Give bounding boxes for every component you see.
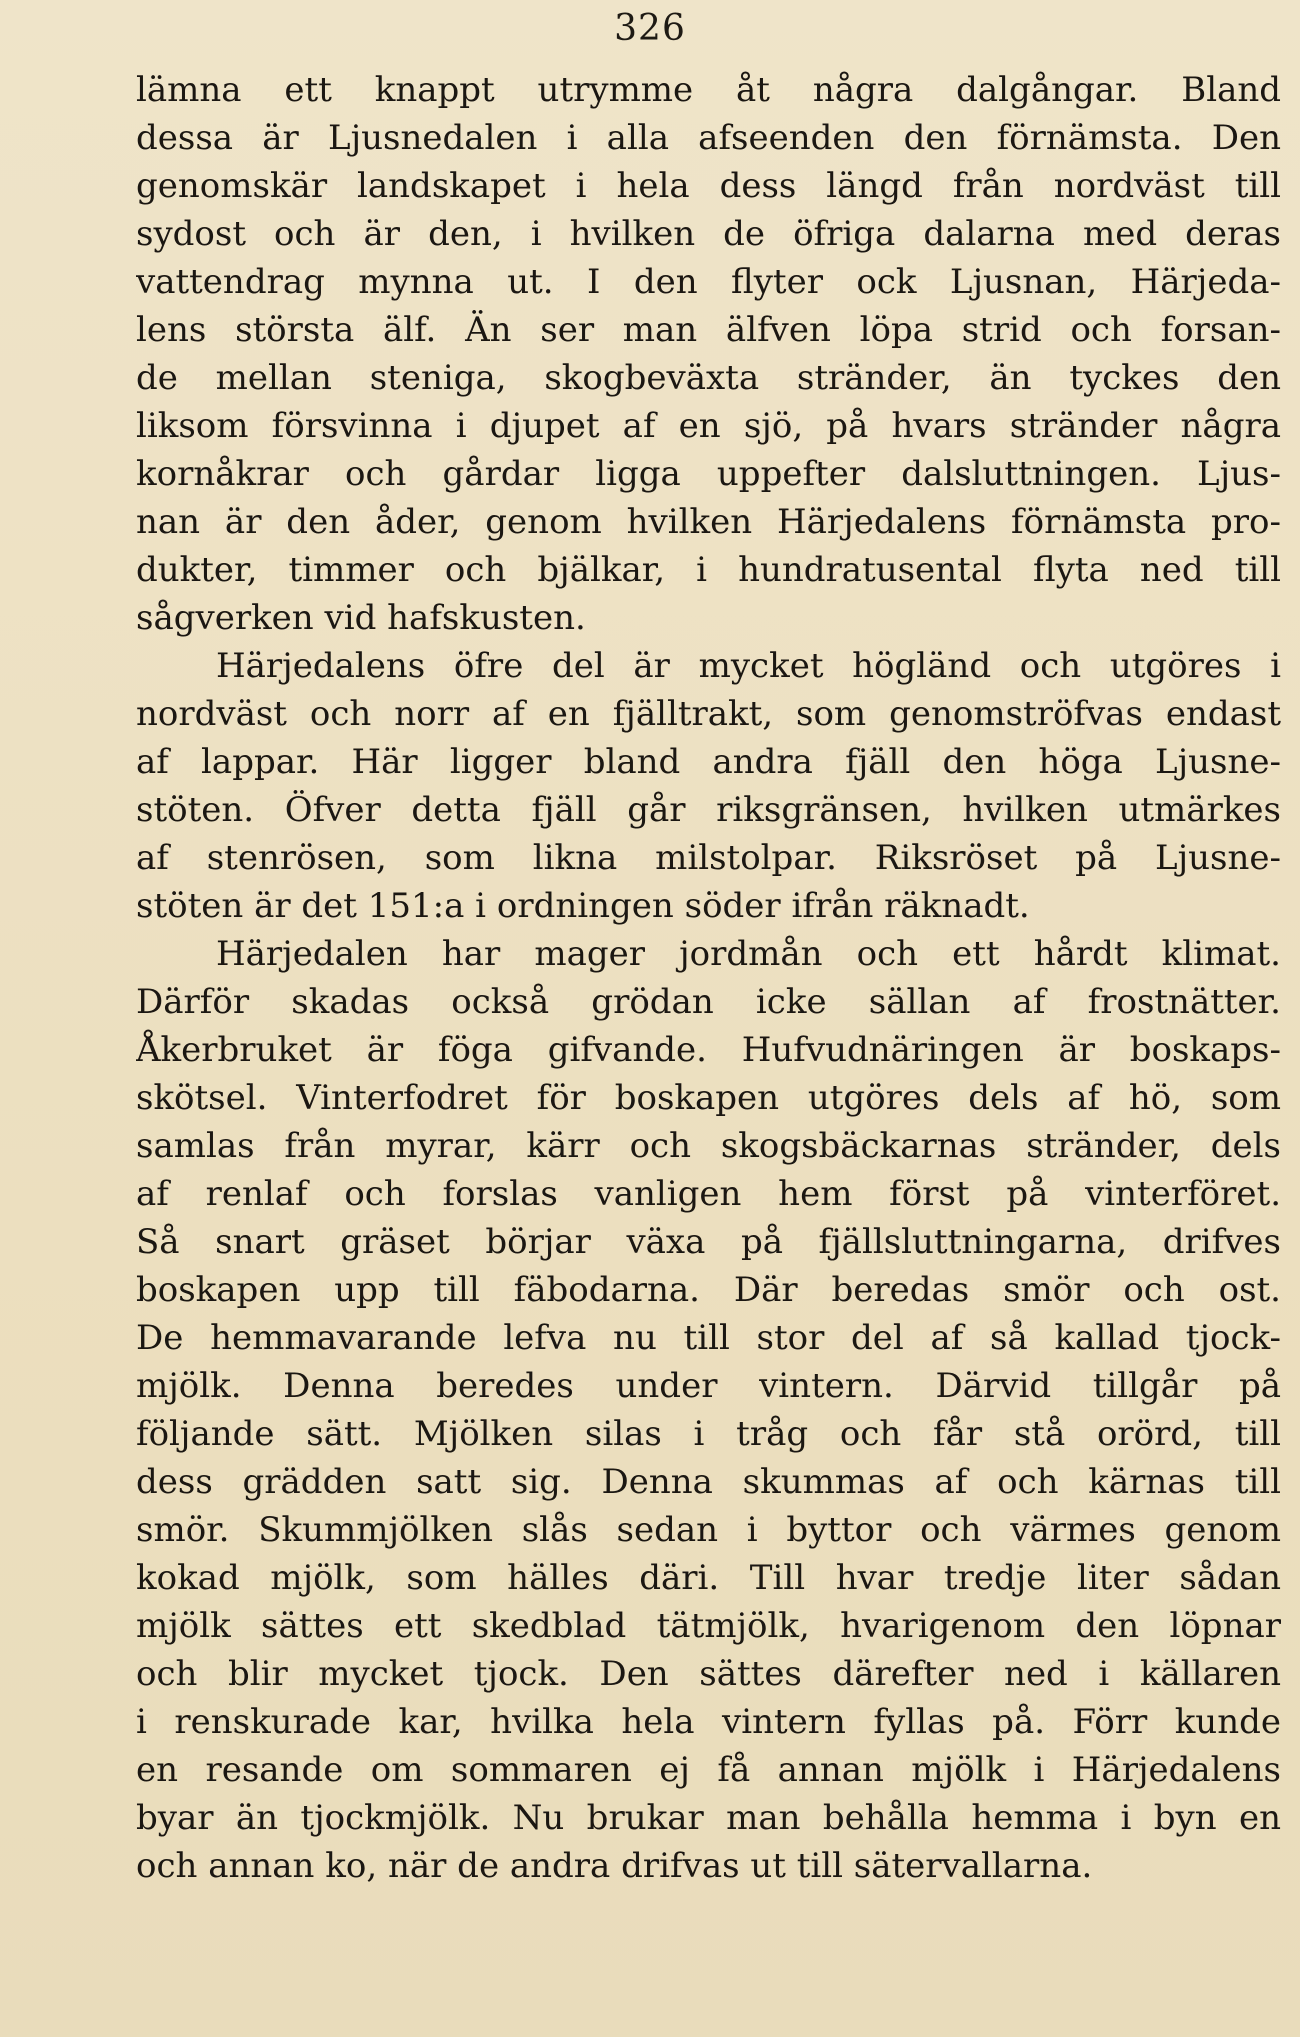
- text-line: boskapen upp till fäbodarna. Där beredas smör och ost.: [136, 1270, 1281, 1310]
- text-line: vattendrag mynna ut. I den flyter ock Ljusnan, Härjeda-: [136, 262, 1281, 302]
- text-line: nan är den åder, genom hvilken Härjedalens förnämsta pro-: [136, 502, 1281, 542]
- text-line: kokad mjölk, som hälles däri. Till hvar tredje liter sådan: [136, 1558, 1281, 1598]
- text-line: de mellan steniga, skogbeväxta stränder, än tyckes den: [136, 358, 1281, 398]
- text-line: kornåkrar och gårdar ligga uppefter dalsluttningen. Ljus-: [136, 454, 1281, 494]
- text-line: De hemmavarande lefva nu till stor del af så kallad tjock-: [136, 1318, 1281, 1358]
- text-line: stöten är det 151:a i ordningen söder ifrån räknadt.: [136, 886, 1030, 926]
- text-line: i renskurade kar, hvilka hela vintern fyllas på. Förr kunde: [136, 1702, 1281, 1742]
- text-line: och annan ko, när de andra drifvas ut till sätervallarna.: [136, 1846, 1093, 1886]
- text-line: liksom försvinna i djupet af en sjö, på hvars stränder några: [136, 406, 1281, 446]
- text-line: mjölk. Denna beredes under vintern. Därvid tillgår på: [136, 1366, 1281, 1406]
- body-text: [136, 66, 1281, 1890]
- text-line: stöten. Öfver detta fjäll går riksgränsen, hvilken utmärkes: [136, 790, 1281, 830]
- text-line: Härjedalen har mager jordmån och ett hårdt klimat.: [216, 934, 1281, 974]
- text-line: sågverken vid hafskusten.: [136, 598, 586, 638]
- text-line: lens största älf. Än ser man älfven löpa strid och forsan-: [136, 310, 1281, 350]
- text-line: följande sätt. Mjölken silas i tråg och får stå orörd, till: [136, 1414, 1281, 1454]
- text-line: en resande om sommaren ej få annan mjölk i Härjedalens: [136, 1750, 1281, 1790]
- text-line: dukter, timmer och bjälkar, i hundratusental flyta ned till: [136, 550, 1281, 590]
- text-line: skötsel. Vinterfodret för boskapen utgöres dels af hö, som: [136, 1078, 1281, 1118]
- text-line: genomskär landskapet i hela dess längd från nordväst till: [136, 166, 1281, 206]
- text-line: mjölk sättes ett skedblad tätmjölk, hvarigenom den löpnar: [136, 1606, 1281, 1646]
- text-line: af lappar. Här ligger bland andra fjäll den höga Ljusne-: [136, 742, 1281, 782]
- text-line: smör. Skummjölken slås sedan i byttor och värmes genom: [136, 1510, 1281, 1550]
- text-line: nordväst och norr af en fjälltrakt, som genomströfvas endast: [136, 694, 1281, 734]
- page-number: 326: [614, 8, 686, 49]
- text-line: byar än tjockmjölk. Nu brukar man behålla hemma i byn en: [136, 1798, 1281, 1838]
- text-line: Åkerbruket är föga gifvande. Hufvudnäringen är boskaps-: [136, 1030, 1281, 1070]
- text-line: Därför skadas också grödan icke sällan af frostnätter.: [136, 982, 1281, 1022]
- text-line: af stenrösen, som likna milstolpar. Riksröset på Ljusne-: [136, 838, 1281, 878]
- text-line: samlas från myrar, kärr och skogsbäckarnas stränder, dels: [136, 1126, 1281, 1166]
- text-line: och blir mycket tjock. Den sättes därefter ned i källaren: [136, 1654, 1281, 1694]
- text-line: Så snart gräset börjar växa på fjällsluttningarna, drifves: [136, 1222, 1281, 1262]
- text-line: Härjedalens öfre del är mycket högländ och utgöres i: [216, 646, 1281, 686]
- text-line: dessa är Ljusnedalen i alla afseenden den förnämsta. Den: [136, 118, 1281, 158]
- text-line: dess grädden satt sig. Denna skummas af och kärnas till: [136, 1462, 1281, 1502]
- text-line: lämna ett knappt utrymme åt några dalgångar. Bland: [136, 70, 1281, 110]
- text-line: af renlaf och forslas vanligen hem först på vinterföret.: [136, 1174, 1281, 1214]
- text-line: sydost och är den, i hvilken de öfriga dalarna med deras: [136, 214, 1281, 254]
